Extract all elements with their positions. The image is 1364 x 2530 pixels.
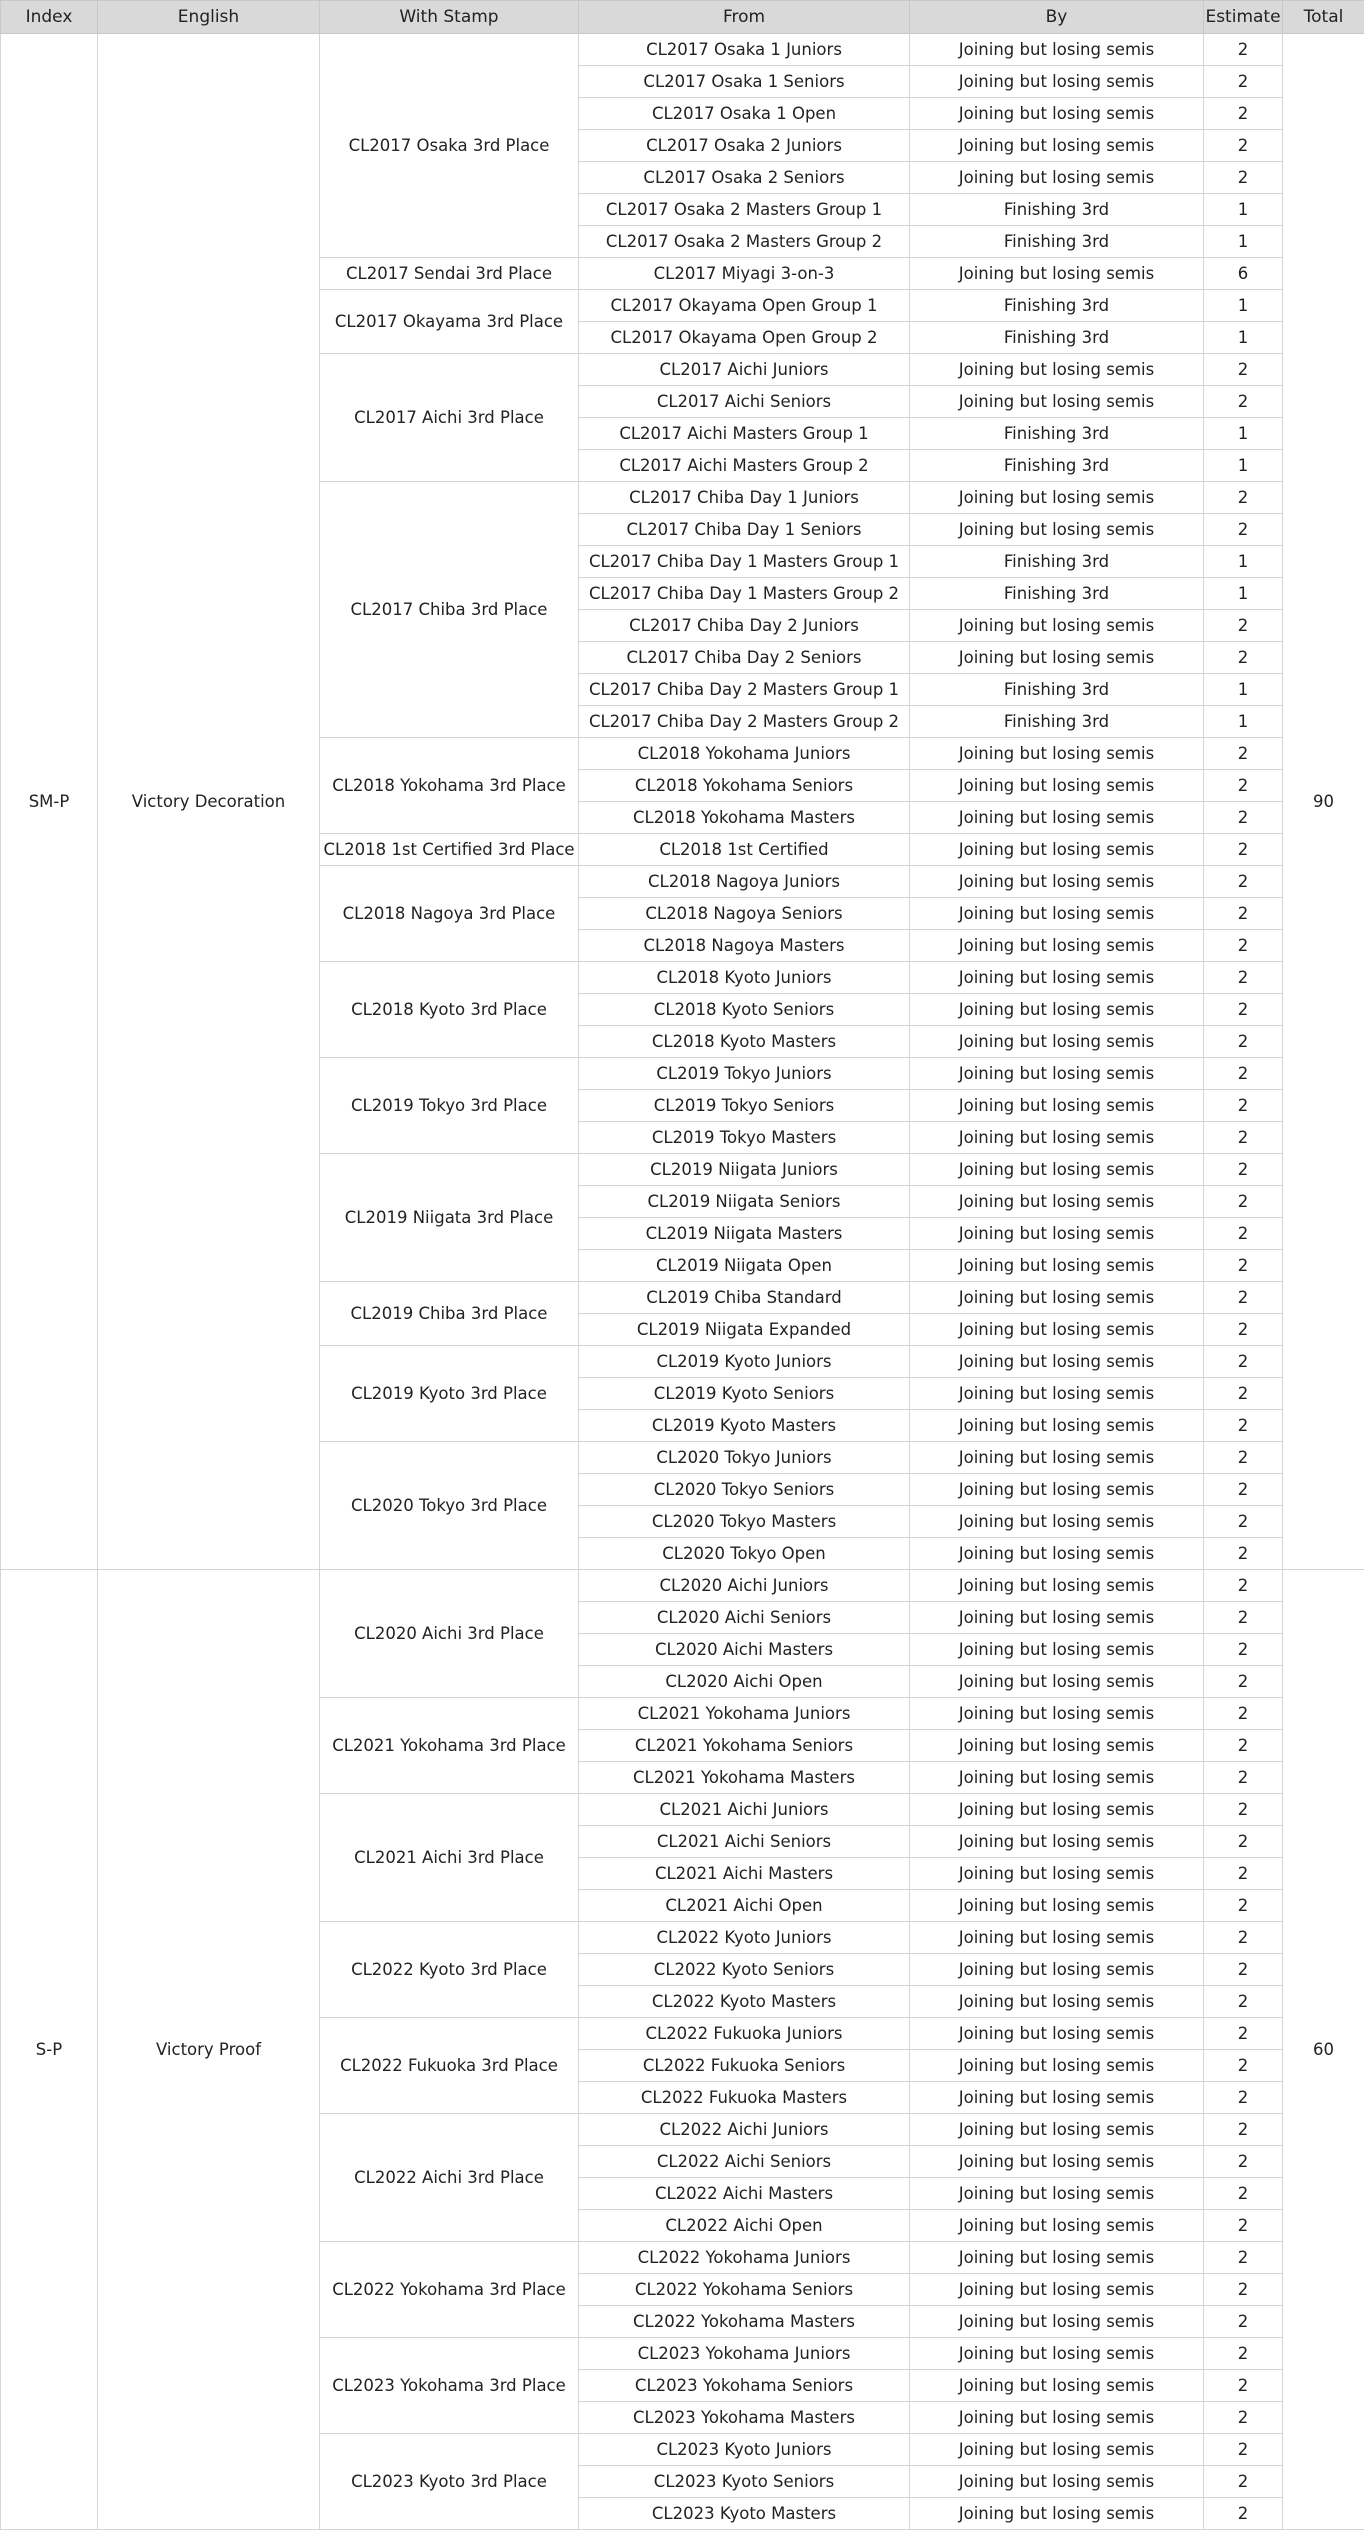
- by-cell: Finishing 3rd: [910, 322, 1204, 354]
- estimate-cell: 1: [1204, 674, 1283, 706]
- estimate-cell: 2: [1204, 2434, 1283, 2466]
- table-body: [1, 34, 1364, 2530]
- estimate-cell: 2: [1204, 1954, 1283, 1986]
- estimate-cell: 2: [1204, 1442, 1283, 1474]
- by-cell: Joining but losing semis: [910, 2370, 1204, 2402]
- estimate-cell: 2: [1204, 1026, 1283, 1058]
- stamp-cell: CL2017 Osaka 3rd Place: [320, 34, 579, 258]
- from-cell: CL2017 Chiba Day 2 Masters Group 1: [579, 674, 910, 706]
- by-cell: Joining but losing semis: [910, 770, 1204, 802]
- from-cell: CL2023 Yokohama Masters: [579, 2402, 910, 2434]
- estimate-cell: 2: [1204, 1506, 1283, 1538]
- from-cell: CL2017 Chiba Day 1 Masters Group 2: [579, 578, 910, 610]
- stamp-cell: CL2019 Kyoto 3rd Place: [320, 1346, 579, 1442]
- table-row: [1, 1570, 1364, 1602]
- total-cell: 90: [1283, 34, 1364, 1570]
- header-by: By: [910, 1, 1204, 34]
- from-cell: CL2017 Osaka 1 Open: [579, 98, 910, 130]
- by-cell: Finishing 3rd: [910, 546, 1204, 578]
- estimate-cell: 2: [1204, 2242, 1283, 2274]
- by-cell: Joining but losing semis: [910, 1730, 1204, 1762]
- from-cell: CL2020 Aichi Juniors: [579, 1570, 910, 1602]
- by-cell: Finishing 3rd: [910, 418, 1204, 450]
- from-cell: CL2017 Aichi Masters Group 2: [579, 450, 910, 482]
- stamp-cell: CL2021 Aichi 3rd Place: [320, 1794, 579, 1922]
- from-cell: CL2019 Niigata Masters: [579, 1218, 910, 1250]
- by-cell: Finishing 3rd: [910, 578, 1204, 610]
- by-cell: Joining but losing semis: [910, 2434, 1204, 2466]
- estimate-cell: 2: [1204, 2050, 1283, 2082]
- by-cell: Finishing 3rd: [910, 226, 1204, 258]
- estimate-cell: 2: [1204, 2370, 1283, 2402]
- from-cell: CL2017 Osaka 1 Juniors: [579, 34, 910, 66]
- by-cell: Joining but losing semis: [910, 1954, 1204, 1986]
- from-cell: CL2019 Niigata Seniors: [579, 1186, 910, 1218]
- estimate-cell: 2: [1204, 1250, 1283, 1282]
- from-cell: CL2020 Aichi Masters: [579, 1634, 910, 1666]
- estimate-cell: 2: [1204, 1858, 1283, 1890]
- from-cell: CL2017 Osaka 2 Juniors: [579, 130, 910, 162]
- estimate-cell: 2: [1204, 930, 1283, 962]
- estimate-cell: 2: [1204, 2498, 1283, 2530]
- estimate-cell: 2: [1204, 98, 1283, 130]
- from-cell: CL2019 Kyoto Masters: [579, 1410, 910, 1442]
- english-cell: Victory Proof: [98, 1570, 320, 2530]
- estimate-cell: 2: [1204, 1090, 1283, 1122]
- estimate-cell: 2: [1204, 1218, 1283, 1250]
- estimate-cell: 2: [1204, 1186, 1283, 1218]
- by-cell: Joining but losing semis: [910, 2242, 1204, 2274]
- estimate-cell: 2: [1204, 2274, 1283, 2306]
- from-cell: CL2017 Miyagi 3-on-3: [579, 258, 910, 290]
- by-cell: Joining but losing semis: [910, 66, 1204, 98]
- stamp-cell: CL2018 Yokohama 3rd Place: [320, 738, 579, 834]
- by-cell: Joining but losing semis: [910, 1474, 1204, 1506]
- from-cell: CL2018 Nagoya Juniors: [579, 866, 910, 898]
- from-cell: CL2017 Aichi Juniors: [579, 354, 910, 386]
- english-cell: Victory Decoration: [98, 34, 320, 1570]
- estimate-cell: 2: [1204, 1378, 1283, 1410]
- from-cell: CL2021 Aichi Masters: [579, 1858, 910, 1890]
- estimate-cell: 2: [1204, 1666, 1283, 1698]
- by-cell: Joining but losing semis: [910, 1346, 1204, 1378]
- by-cell: Joining but losing semis: [910, 1762, 1204, 1794]
- estimate-cell: 1: [1204, 226, 1283, 258]
- from-cell: CL2020 Tokyo Open: [579, 1538, 910, 1570]
- from-cell: CL2020 Aichi Open: [579, 1666, 910, 1698]
- from-cell: CL2017 Chiba Day 2 Juniors: [579, 610, 910, 642]
- estimate-cell: 2: [1204, 1794, 1283, 1826]
- estimate-cell: 2: [1204, 898, 1283, 930]
- stamp-cell: CL2021 Yokohama 3rd Place: [320, 1698, 579, 1794]
- from-cell: CL2021 Aichi Juniors: [579, 1794, 910, 1826]
- from-cell: CL2023 Kyoto Masters: [579, 2498, 910, 2530]
- from-cell: CL2022 Aichi Juniors: [579, 2114, 910, 2146]
- stamp-cell: CL2017 Aichi 3rd Place: [320, 354, 579, 482]
- by-cell: Joining but losing semis: [910, 2306, 1204, 2338]
- from-cell: CL2019 Niigata Expanded: [579, 1314, 910, 1346]
- stamp-cell: CL2023 Kyoto 3rd Place: [320, 2434, 579, 2530]
- by-cell: Joining but losing semis: [910, 1410, 1204, 1442]
- by-cell: Joining but losing semis: [910, 866, 1204, 898]
- estimate-cell: 2: [1204, 1730, 1283, 1762]
- estimate-cell: 6: [1204, 258, 1283, 290]
- from-cell: CL2018 1st Certified: [579, 834, 910, 866]
- from-cell: CL2022 Fukuoka Seniors: [579, 2050, 910, 2082]
- header-total: Total: [1283, 1, 1364, 34]
- from-cell: CL2017 Chiba Day 1 Masters Group 1: [579, 546, 910, 578]
- by-cell: Joining but losing semis: [910, 354, 1204, 386]
- estimate-cell: 2: [1204, 1538, 1283, 1570]
- from-cell: CL2021 Aichi Seniors: [579, 1826, 910, 1858]
- estimate-cell: 2: [1204, 1474, 1283, 1506]
- estimate-cell: 2: [1204, 770, 1283, 802]
- by-cell: Joining but losing semis: [910, 930, 1204, 962]
- header-english: English: [98, 1, 320, 34]
- by-cell: Joining but losing semis: [910, 898, 1204, 930]
- by-cell: Joining but losing semis: [910, 130, 1204, 162]
- by-cell: Joining but losing semis: [910, 834, 1204, 866]
- from-cell: CL2017 Aichi Masters Group 1: [579, 418, 910, 450]
- estimate-cell: 2: [1204, 1410, 1283, 1442]
- by-cell: Joining but losing semis: [910, 2178, 1204, 2210]
- stamp-cell: CL2020 Tokyo 3rd Place: [320, 1442, 579, 1570]
- by-cell: Joining but losing semis: [910, 1058, 1204, 1090]
- from-cell: CL2017 Chiba Day 2 Masters Group 2: [579, 706, 910, 738]
- by-cell: Joining but losing semis: [910, 2018, 1204, 2050]
- by-cell: Joining but losing semis: [910, 258, 1204, 290]
- from-cell: CL2022 Aichi Masters: [579, 2178, 910, 2210]
- from-cell: CL2022 Yokohama Juniors: [579, 2242, 910, 2274]
- estimate-cell: 1: [1204, 546, 1283, 578]
- by-cell: Joining but losing semis: [910, 738, 1204, 770]
- stamp-cell: CL2018 Kyoto 3rd Place: [320, 962, 579, 1058]
- stamp-cell: CL2018 1st Certified 3rd Place: [320, 834, 579, 866]
- by-cell: Joining but losing semis: [910, 1090, 1204, 1122]
- from-cell: CL2018 Kyoto Juniors: [579, 962, 910, 994]
- estimate-cell: 2: [1204, 1890, 1283, 1922]
- from-cell: CL2017 Chiba Day 2 Seniors: [579, 642, 910, 674]
- from-cell: CL2018 Kyoto Seniors: [579, 994, 910, 1026]
- header-with-stamp: With Stamp: [320, 1, 579, 34]
- estimate-cell: 2: [1204, 2114, 1283, 2146]
- by-cell: Joining but losing semis: [910, 610, 1204, 642]
- by-cell: Joining but losing semis: [910, 386, 1204, 418]
- by-cell: Finishing 3rd: [910, 674, 1204, 706]
- estimate-cell: 2: [1204, 66, 1283, 98]
- from-cell: CL2017 Osaka 2 Seniors: [579, 162, 910, 194]
- estimate-cell: 2: [1204, 2306, 1283, 2338]
- stamp-cell: CL2022 Fukuoka 3rd Place: [320, 2018, 579, 2114]
- estimate-cell: 2: [1204, 1154, 1283, 1186]
- estimate-cell: 2: [1204, 2082, 1283, 2114]
- by-cell: Joining but losing semis: [910, 1570, 1204, 1602]
- from-cell: CL2018 Nagoya Seniors: [579, 898, 910, 930]
- stamp-cell: CL2017 Chiba 3rd Place: [320, 482, 579, 738]
- header-from: From: [579, 1, 910, 34]
- from-cell: CL2022 Aichi Open: [579, 2210, 910, 2242]
- from-cell: CL2022 Yokohama Seniors: [579, 2274, 910, 2306]
- from-cell: CL2018 Nagoya Masters: [579, 930, 910, 962]
- from-cell: CL2017 Aichi Seniors: [579, 386, 910, 418]
- by-cell: Joining but losing semis: [910, 1698, 1204, 1730]
- by-cell: Joining but losing semis: [910, 2466, 1204, 2498]
- from-cell: CL2017 Okayama Open Group 1: [579, 290, 910, 322]
- by-cell: Joining but losing semis: [910, 2082, 1204, 2114]
- estimate-cell: 2: [1204, 1922, 1283, 1954]
- estimate-cell: 2: [1204, 834, 1283, 866]
- stamp-cell: CL2019 Niigata 3rd Place: [320, 1154, 579, 1282]
- by-cell: Joining but losing semis: [910, 34, 1204, 66]
- by-cell: Joining but losing semis: [910, 802, 1204, 834]
- from-cell: CL2018 Yokohama Juniors: [579, 738, 910, 770]
- by-cell: Joining but losing semis: [910, 1282, 1204, 1314]
- by-cell: Joining but losing semis: [910, 962, 1204, 994]
- by-cell: Joining but losing semis: [910, 1506, 1204, 1538]
- table-row: [1, 34, 1364, 66]
- from-cell: CL2017 Chiba Day 1 Juniors: [579, 482, 910, 514]
- stamp-cell: CL2022 Kyoto 3rd Place: [320, 1922, 579, 2018]
- stamp-cell: CL2019 Chiba 3rd Place: [320, 1282, 579, 1346]
- estimate-cell: 1: [1204, 194, 1283, 226]
- from-cell: CL2019 Niigata Open: [579, 1250, 910, 1282]
- total-cell: 60: [1283, 1570, 1364, 2530]
- from-cell: CL2021 Yokohama Masters: [579, 1762, 910, 1794]
- by-cell: Joining but losing semis: [910, 2338, 1204, 2370]
- from-cell: CL2019 Tokyo Masters: [579, 1122, 910, 1154]
- from-cell: CL2020 Tokyo Juniors: [579, 1442, 910, 1474]
- from-cell: CL2021 Yokohama Juniors: [579, 1698, 910, 1730]
- stamp-cell: CL2018 Nagoya 3rd Place: [320, 866, 579, 962]
- estimate-cell: 1: [1204, 450, 1283, 482]
- stamp-cell: CL2019 Tokyo 3rd Place: [320, 1058, 579, 1154]
- estimate-cell: 2: [1204, 2146, 1283, 2178]
- from-cell: CL2018 Yokohama Seniors: [579, 770, 910, 802]
- from-cell: CL2023 Kyoto Juniors: [579, 2434, 910, 2466]
- by-cell: Joining but losing semis: [910, 2402, 1204, 2434]
- from-cell: CL2018 Kyoto Masters: [579, 1026, 910, 1058]
- estimate-cell: 2: [1204, 2466, 1283, 2498]
- estimate-cell: 2: [1204, 514, 1283, 546]
- estimate-cell: 1: [1204, 706, 1283, 738]
- from-cell: CL2020 Tokyo Seniors: [579, 1474, 910, 1506]
- estimate-cell: 2: [1204, 2402, 1283, 2434]
- estimate-cell: 1: [1204, 290, 1283, 322]
- estimate-cell: 2: [1204, 1762, 1283, 1794]
- by-cell: Joining but losing semis: [910, 1218, 1204, 1250]
- by-cell: Joining but losing semis: [910, 994, 1204, 1026]
- by-cell: Joining but losing semis: [910, 1154, 1204, 1186]
- stamp-cell: CL2022 Aichi 3rd Place: [320, 2114, 579, 2242]
- estimate-cell: 2: [1204, 2018, 1283, 2050]
- by-cell: Joining but losing semis: [910, 1314, 1204, 1346]
- from-cell: CL2022 Aichi Seniors: [579, 2146, 910, 2178]
- estimate-cell: 2: [1204, 162, 1283, 194]
- by-cell: Joining but losing semis: [910, 514, 1204, 546]
- by-cell: Joining but losing semis: [910, 1602, 1204, 1634]
- from-cell: CL2022 Kyoto Seniors: [579, 1954, 910, 1986]
- by-cell: Joining but losing semis: [910, 1250, 1204, 1282]
- from-cell: CL2019 Niigata Juniors: [579, 1154, 910, 1186]
- from-cell: CL2023 Yokohama Juniors: [579, 2338, 910, 2370]
- by-cell: Joining but losing semis: [910, 1890, 1204, 1922]
- by-cell: Joining but losing semis: [910, 1122, 1204, 1154]
- from-cell: CL2019 Tokyo Seniors: [579, 1090, 910, 1122]
- by-cell: Joining but losing semis: [910, 98, 1204, 130]
- by-cell: Finishing 3rd: [910, 194, 1204, 226]
- estimate-cell: 2: [1204, 642, 1283, 674]
- from-cell: CL2022 Fukuoka Juniors: [579, 2018, 910, 2050]
- from-cell: CL2020 Aichi Seniors: [579, 1602, 910, 1634]
- by-cell: Joining but losing semis: [910, 1026, 1204, 1058]
- estimate-cell: 1: [1204, 418, 1283, 450]
- estimate-cell: 2: [1204, 1634, 1283, 1666]
- from-cell: CL2021 Yokohama Seniors: [579, 1730, 910, 1762]
- estimate-cell: 2: [1204, 1314, 1283, 1346]
- from-cell: CL2020 Tokyo Masters: [579, 1506, 910, 1538]
- estimate-cell: 2: [1204, 1570, 1283, 1602]
- by-cell: Joining but losing semis: [910, 1634, 1204, 1666]
- from-cell: CL2017 Osaka 2 Masters Group 1: [579, 194, 910, 226]
- estimate-cell: 2: [1204, 2338, 1283, 2370]
- estimate-cell: 2: [1204, 386, 1283, 418]
- index-cell: S-P: [1, 1570, 98, 2530]
- stamp-cell: CL2017 Okayama 3rd Place: [320, 290, 579, 354]
- header-estimate: Estimate: [1204, 1, 1283, 34]
- estimate-cell: 2: [1204, 1698, 1283, 1730]
- estimate-cell: 2: [1204, 610, 1283, 642]
- by-cell: Joining but losing semis: [910, 1538, 1204, 1570]
- estimate-cell: 1: [1204, 322, 1283, 354]
- by-cell: Joining but losing semis: [910, 2050, 1204, 2082]
- estimate-cell: 2: [1204, 1282, 1283, 1314]
- from-cell: CL2019 Kyoto Juniors: [579, 1346, 910, 1378]
- from-cell: CL2023 Kyoto Seniors: [579, 2466, 910, 2498]
- from-cell: CL2019 Chiba Standard: [579, 1282, 910, 1314]
- by-cell: Joining but losing semis: [910, 162, 1204, 194]
- by-cell: Joining but losing semis: [910, 1186, 1204, 1218]
- header-row: [1, 1, 1364, 34]
- from-cell: CL2017 Chiba Day 1 Seniors: [579, 514, 910, 546]
- estimate-cell: 2: [1204, 866, 1283, 898]
- estimate-cell: 2: [1204, 1602, 1283, 1634]
- estimate-cell: 2: [1204, 130, 1283, 162]
- estimate-cell: 2: [1204, 1826, 1283, 1858]
- by-cell: Joining but losing semis: [910, 2114, 1204, 2146]
- estimate-cell: 2: [1204, 1058, 1283, 1090]
- estimate-cell: 2: [1204, 1986, 1283, 2018]
- by-cell: Joining but losing semis: [910, 1986, 1204, 2018]
- by-cell: Finishing 3rd: [910, 706, 1204, 738]
- stamp-cell: CL2022 Yokohama 3rd Place: [320, 2242, 579, 2338]
- index-cell: SM-P: [1, 34, 98, 1570]
- from-cell: CL2019 Kyoto Seniors: [579, 1378, 910, 1410]
- by-cell: Joining but losing semis: [910, 1378, 1204, 1410]
- by-cell: Joining but losing semis: [910, 1922, 1204, 1954]
- from-cell: CL2023 Yokohama Seniors: [579, 2370, 910, 2402]
- estimate-cell: 2: [1204, 34, 1283, 66]
- by-cell: Joining but losing semis: [910, 1442, 1204, 1474]
- from-cell: CL2021 Aichi Open: [579, 1890, 910, 1922]
- estimate-cell: 2: [1204, 2210, 1283, 2242]
- estimate-cell: 1: [1204, 578, 1283, 610]
- estimate-cell: 2: [1204, 962, 1283, 994]
- from-cell: CL2017 Osaka 1 Seniors: [579, 66, 910, 98]
- from-cell: CL2022 Kyoto Juniors: [579, 1922, 910, 1954]
- from-cell: CL2018 Yokohama Masters: [579, 802, 910, 834]
- by-cell: Joining but losing semis: [910, 482, 1204, 514]
- by-cell: Joining but losing semis: [910, 642, 1204, 674]
- from-cell: CL2022 Kyoto Masters: [579, 1986, 910, 2018]
- by-cell: Joining but losing semis: [910, 1858, 1204, 1890]
- by-cell: Joining but losing semis: [910, 2210, 1204, 2242]
- stamp-cell: CL2020 Aichi 3rd Place: [320, 1570, 579, 1698]
- estimate-cell: 2: [1204, 1346, 1283, 1378]
- by-cell: Joining but losing semis: [910, 1826, 1204, 1858]
- from-cell: CL2017 Okayama Open Group 2: [579, 322, 910, 354]
- from-cell: CL2017 Osaka 2 Masters Group 2: [579, 226, 910, 258]
- estimate-cell: 2: [1204, 2178, 1283, 2210]
- stamp-cell: CL2023 Yokohama 3rd Place: [320, 2338, 579, 2434]
- by-cell: Joining but losing semis: [910, 2146, 1204, 2178]
- estimate-cell: 2: [1204, 354, 1283, 386]
- estimate-cell: 2: [1204, 1122, 1283, 1154]
- by-cell: Finishing 3rd: [910, 450, 1204, 482]
- from-cell: CL2022 Fukuoka Masters: [579, 2082, 910, 2114]
- header-index: Index: [1, 1, 98, 34]
- estimate-cell: 2: [1204, 994, 1283, 1026]
- estimate-cell: 2: [1204, 738, 1283, 770]
- by-cell: Joining but losing semis: [910, 2498, 1204, 2530]
- from-cell: CL2019 Tokyo Juniors: [579, 1058, 910, 1090]
- by-cell: Finishing 3rd: [910, 290, 1204, 322]
- by-cell: Joining but losing semis: [910, 1666, 1204, 1698]
- stamp-cell: CL2017 Sendai 3rd Place: [320, 258, 579, 290]
- from-cell: CL2022 Yokohama Masters: [579, 2306, 910, 2338]
- by-cell: Joining but losing semis: [910, 1794, 1204, 1826]
- estimate-cell: 2: [1204, 482, 1283, 514]
- estimate-cell: 2: [1204, 802, 1283, 834]
- by-cell: Joining but losing semis: [910, 2274, 1204, 2306]
